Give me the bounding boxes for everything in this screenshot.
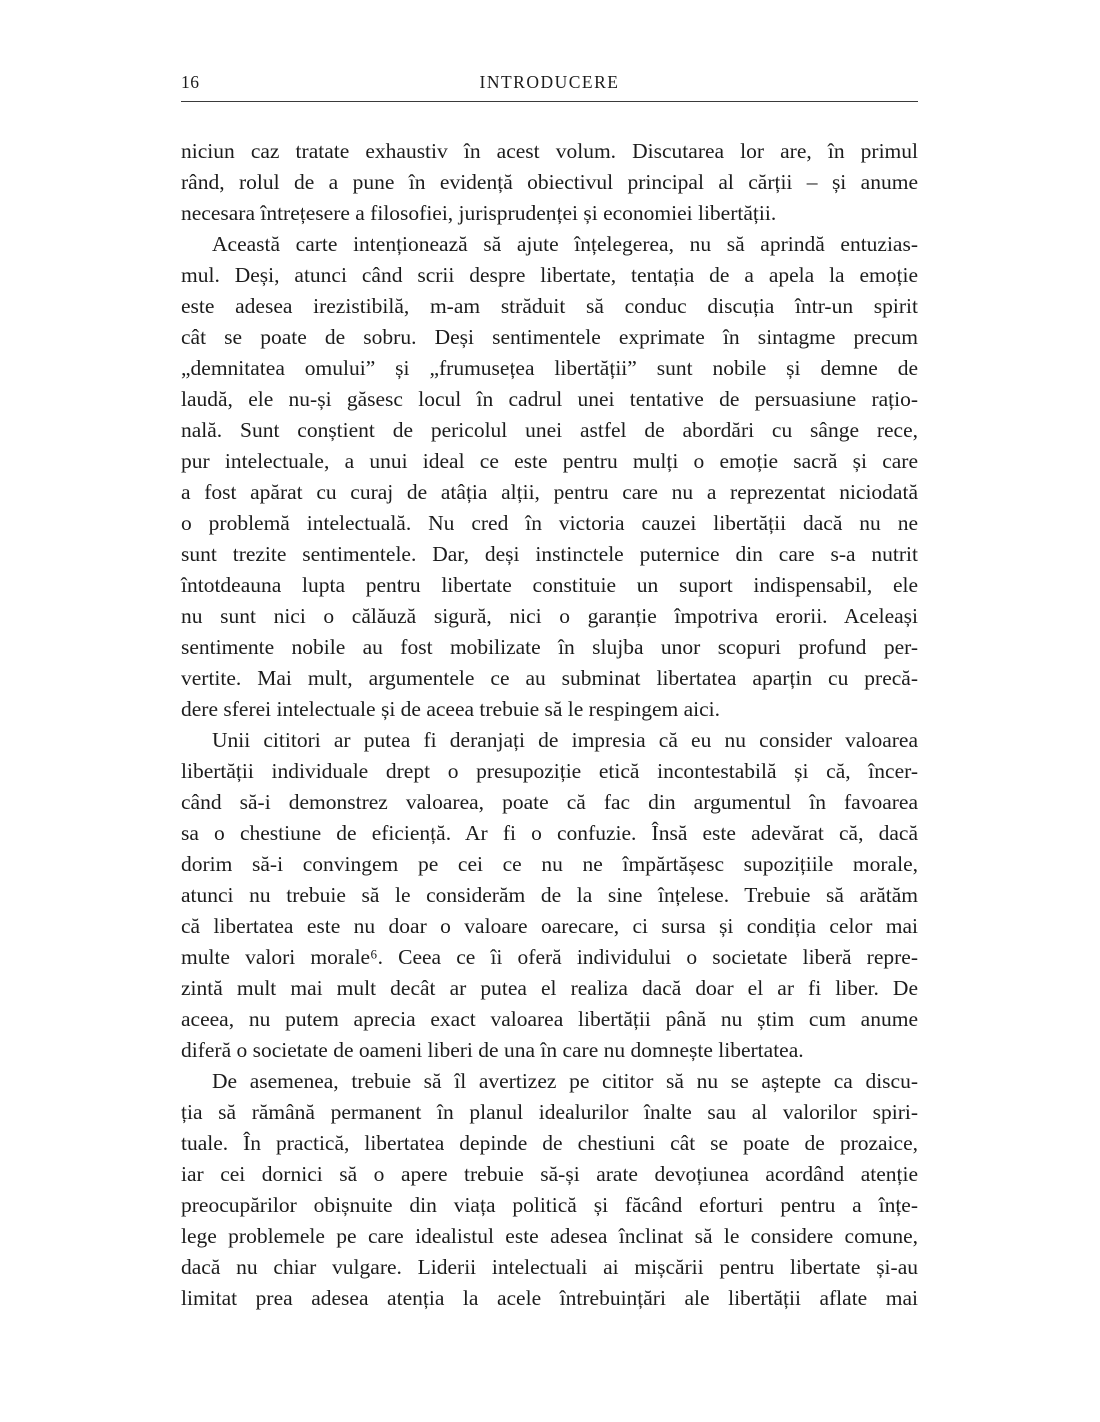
text-line: nu sunt nici o călăuză sigură, nici o garanție împotriva erorii. Aceleași bbox=[181, 604, 918, 628]
text-line: întotdeauna lupta pentru libertate constituie un suport indispensabil, ele bbox=[181, 573, 918, 597]
text-line: zintă mult mai mult decât ar putea el realiza dacă doar el ar fi liber. De bbox=[181, 976, 918, 1000]
text-line: mul. Deși, atunci când scrii despre libertate, tentația de a apela la emoție bbox=[181, 263, 918, 287]
paragraph-2 bbox=[181, 229, 918, 725]
text-line: sunt trezite sentimentele. Dar, deși instinctele puternice din care s-a nutrit bbox=[181, 542, 918, 566]
text-line: diferă o societate de oameni liberi de una în care nu domnește libertatea. bbox=[181, 1038, 804, 1062]
page-number: 16 bbox=[181, 72, 200, 92]
text-line: o problemă intelectuală. Nu cred în victoria cauzei libertății dacă nu ne bbox=[181, 511, 918, 535]
text-line: a fost apărat cu curaj de atâția alții, pentru care nu a reprezentat niciodată bbox=[181, 480, 918, 504]
text-line: limitat prea adesea atenția la acele întrebuințări ale libertății aflate mai bbox=[181, 1286, 918, 1310]
text-line: multe valori morale⁶. Ceea ce îi oferă individului o societate liberă repre- bbox=[181, 945, 918, 969]
paragraph-4 bbox=[181, 1066, 918, 1314]
running-header bbox=[181, 70, 918, 102]
text-line: cât se poate de sobru. Deși sentimentele exprimate în sintagme precum bbox=[181, 325, 918, 349]
running-head-title: INTRODUCERE bbox=[479, 72, 620, 92]
text-line: pur intelectuale, a unui ideal ce este pentru mulți o emoție sacră și care bbox=[181, 449, 918, 473]
body-text bbox=[181, 136, 918, 1314]
text-line: când să-i demonstrez valoarea, poate că fac din argumentul în favoarea bbox=[181, 790, 918, 814]
text-line: nală. Sunt conștient de pericolul unei astfel de abordări cu sânge rece, bbox=[181, 418, 918, 442]
paragraph-1 bbox=[181, 136, 918, 229]
text-line: dere sferei intelectuale și de aceea trebuie să le respingem aici. bbox=[181, 697, 721, 721]
text-line: vertite. Mai mult, argumentele ce au subminat libertatea aparțin cu precă- bbox=[181, 666, 918, 690]
text-line: aceea, nu putem aprecia exact valoarea libertății până nu știm cum anume bbox=[181, 1007, 918, 1031]
text-line: ția să rămână permanent în planul idealurilor înalte sau al valorilor spiri- bbox=[181, 1100, 918, 1124]
text-line: Această carte intenționează să ajute înțelegerea, nu să aprindă entuzias- bbox=[212, 232, 918, 256]
text-line: sa o chestiune de eficiență. Ar fi o confuzie. Însă este adevărat că, dacă bbox=[181, 821, 918, 845]
text-line: niciun caz tratate exhaustiv în acest volum. Discutarea lor are, în primul bbox=[181, 139, 918, 163]
text-line: sentimente nobile au fost mobilizate în slujba unor scopuri profund per- bbox=[181, 635, 918, 659]
paragraph-3 bbox=[181, 725, 918, 1066]
text-line: „demnitatea omului” și „frumusețea libertății” sunt nobile și demne de bbox=[181, 356, 918, 380]
text-line: libertății individuale drept o presupoziție etică incontestabilă și că, încer- bbox=[181, 759, 918, 783]
text-line: tuale. În practică, libertatea depinde de chestiuni cât se poate de prozaice, bbox=[181, 1131, 918, 1155]
text-line: Unii cititori ar putea fi deranjați de impresia că eu nu consider valoarea bbox=[212, 728, 918, 752]
text-line: dorim să-i convingem pe cei ce nu ne împărtășesc supozițiile morale, bbox=[181, 852, 918, 876]
text-line: lege problemele pe care idealistul este adesea înclinat să le considere comune, bbox=[181, 1224, 918, 1248]
text-line: atunci nu trebuie să le considerăm de la sine înțelese. Trebuie să arătăm bbox=[181, 883, 918, 907]
text-line: De asemenea, trebuie să îl avertizez pe cititor să nu se aștepte ca discu- bbox=[212, 1069, 918, 1093]
text-line: preocupărilor obișnuite din viața politică și făcând eforturi pentru a înțe- bbox=[181, 1193, 918, 1217]
text-line: este adesea irezistibilă, m-am străduit să conduc discuția într-un spirit bbox=[181, 294, 918, 318]
text-line: necesara întrețesere a filosofiei, jurisprudenței și economiei libertății. bbox=[181, 201, 777, 225]
text-line: rând, rolul de a pune în evidență obiectivul principal al cărții – și anume bbox=[181, 170, 918, 194]
text-line: că libertatea este nu doar o valoare oarecare, ci sursa și condiția celor mai bbox=[181, 914, 918, 938]
text-line: dacă nu chiar vulgare. Liderii intelectuali ai mișcării pentru libertate și-au bbox=[181, 1255, 918, 1279]
text-line: iar cei dornici să o apere trebuie să-și arate devoțiunea acordând atenție bbox=[181, 1162, 918, 1186]
text-line: laudă, ele nu-și găsesc locul în cadrul unei tentative de persuasiune rațio- bbox=[181, 387, 918, 411]
